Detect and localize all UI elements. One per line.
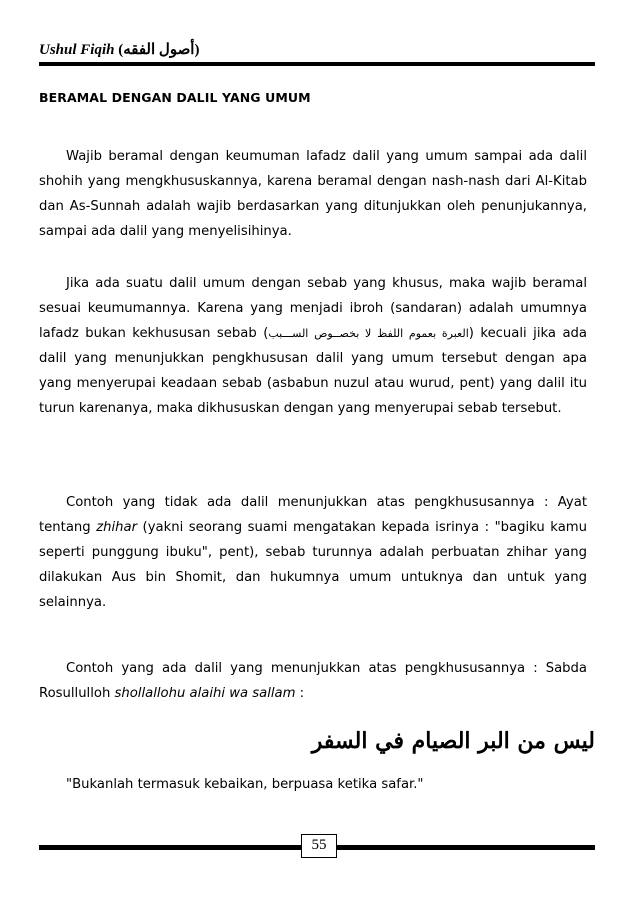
header-arabic: (أصول الفقه) [118,42,200,58]
paragraph-3-emphasis: zhihar [96,520,137,535]
hadith-translation: "Bukanlah termasuk kebaikan, berpuasa ketika safar." [66,777,424,792]
page-header [39,40,199,59]
paragraph-2-arabic: العبرة بعموم اللفظ لا بخصــوص الســـبب [268,327,469,340]
paragraph-4-text-b: : [295,686,305,701]
paragraph-2 [39,271,587,421]
header-rule [39,62,595,66]
paragraph-3 [39,490,587,615]
paragraph-3-text-a: Contoh yang tidak ada dalil menunjukkan atas pengkhususannya : Ayat tentang [39,495,587,535]
section-title: BERAMAL DENGAN DALIL YANG UMUM [39,90,311,105]
paragraph-2-text-b: ) kecuali jika ada dalil yang menunjukkan pengkhususan dalil yang umum tersebut dengan apa yang menyerupai keadaan sebab (asbabun nuzul atau wurud, pent) yang dalil itu turun karenanya, maka dikhususkan dengan yang menyerupai sebab tersebut. [39,326,587,416]
header-title: Ushul Fiqih [39,42,115,58]
arabic-hadith: ليس من البر الصيام في السفر [311,728,595,754]
paragraph-4 [39,656,587,706]
paragraph-2-text-a: Jika ada suatu dalil umum dengan sebab yang khusus, maka wajib beramal sesuai keumumannya. Karena yang menjadi ibroh (sandaran) adalah umumnya lafadz bukan kekhususan sebab ( [39,276,587,341]
page-number: 55 [301,834,337,858]
paragraph-4-text-a: Contoh yang ada dalil yang menunjukkan atas pengkhususannya : Sabda Rosullulloh [39,661,587,701]
paragraph-1-text: Wajib beramal dengan keumuman lafadz dalil yang umum sampai ada dalil shohih yang mengkhususkannya, karena beramal dengan nash-nash dari Al-Kitab dan As-Sunnah adalah wajib berdasarkan yang ditunjukkan oleh penunjukannya, sampai ada dalil yang menyelisihinya. [39,149,587,239]
paragraph-3-text-b: (yakni seorang suami mengatakan kepada isrinya : "bagiku kamu seperti punggung ibuku", pent), sebab turunnya adalah perbuatan zhihar yang dilakukan Aus bin Shomit, dan hukumnya umum untuknya dan untuk yang selainnya. [39,520,587,610]
paragraph-4-emphasis: shollallohu alaihi wa sallam [114,686,296,701]
paragraph-1 [39,144,587,244]
